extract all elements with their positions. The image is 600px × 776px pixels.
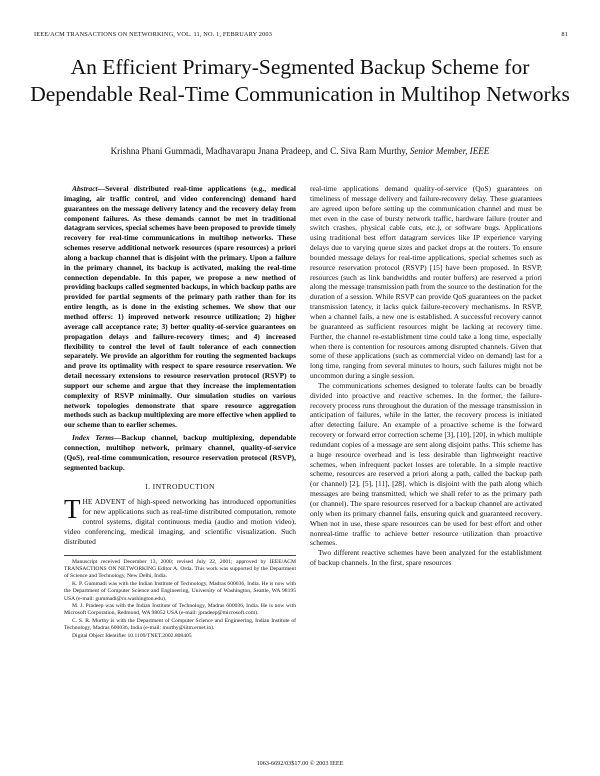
page-number: 81 (561, 31, 568, 38)
author-names: Krishna Phani Gummadi, Madhavarapu Jnana Pradeep, and C. Siva Ram Murthy, (110, 146, 408, 156)
footnote-manuscript: Manuscript received December 13, 2000; revised July 22, 2001; approved by IEEE/ACM TRANSACTIONS ON NETWORKING Editor A. Orda. This work was supported by the Department of Science and Technology, New Delhi, India. (64, 558, 296, 580)
right-column (310, 184, 542, 568)
footnote-doi: Digital Object Identifier 10.1109/TNET.2002.808405 (72, 632, 192, 639)
section-heading: I. INTRODUCTION (145, 482, 215, 492)
author-line (20, 146, 580, 156)
index-terms-label: Index Terms— (72, 433, 122, 443)
intro-text: HE ADVENT of high-speed networking has introduced opportunities for new applications such as real-time distributed computation, remote control systems, digital continuous media (audio and motion video), video conferencing, medical imaging, and scientific visualization. Such distributed (64, 497, 296, 546)
index-terms-text: Backup channel, backup multiplexing, dependable connection, multihop network, primary channel, quality-of-service (QoS), real-time communication, resource reservation protocol (RSVP), segmented backup. (64, 433, 296, 472)
abstract (64, 184, 296, 430)
author-suffix: Senior Member, IEEE (409, 146, 490, 156)
body-paragraph-2: The communications schemes designed to tolerate faults can be broadly divided into proactive and reactive schemes. In the former, the failure-recovery process runs throughout the duration of the message transmission in anticipation of failures, while in the latter, the recovery process is initiated after detecting failure. An example of a proactive scheme is the forward recovery or forward error correction scheme [3], [10], [20], in which multiple redundant copies of a message are sent along disjoint paths. This scheme has a huge resource overhead and is less desirable than lightweight reactive schemes, when infrequent packet losses are tolerable. In a simple reactive scheme, resources are reserved a priori along a path, called the backup path (or channel) [2], [5], [11], [28], which is disjoint with the path along which messages are being transmitted, which we shall refer to as the primary path (or channel). The spare resources reserved for a backup channel are activated only when its primary channel fails, ensuring quick and guaranteed recovery. When not in use, these spare resources can be used for best effort and other nonreal-time traffic to achieve better resource utilization than proactive schemes. (310, 380, 542, 548)
body-paragraph-3: Two different reactive schemes have been analyzed for the establishment of backup channels. In the first, spare resources (310, 548, 542, 568)
running-header (34, 31, 568, 38)
abstract-text: Several distributed real-time applications (e.g., medical imaging, air traffic control, and video conferencing) demand hard guarantees on the message delivery latency and the recovery delay from component failures. As these demands cannot be met in traditional datagram services, special schemes have been proposed to provide timely recovery for real-time communications in multihop networks. These schemes reserve additional network resources (spare resources) a priori along a backup channel that is disjoint with the primary. Upon a failure in the primary channel, its backup is activated, making the real-time connection dependable. In this paper, we propose a new method of providing backups called segmented backups, in which backup paths are provided for partial segments of the primary path rather than for its entire length, as is done in the existing schemes. We show that our method offers: 1) improved network resource utilization; 2) higher average call acceptance rate; 3) better quality-of-service guarantees on propagation delays and failure-recovery times; and 4) increased flexibility to control the level of fault tolerance of each connection separately. We provide an algorithm for routing the segmented backups and prove its optimality with respect to spare resource reservation. We detail necessary extensions to resource reservation protocol (RSVP) to support our scheme and argue that they increase the implementation complexity of RSVP minimally. Our simulation studies on various network topologies demonstrate that spare resource aggregation methods such as backup multiplexing are more effective when applied to our scheme than to earlier schemes. (64, 184, 296, 430)
abstract-label: Abstract— (72, 184, 106, 193)
body-paragraph-1: real-time applications demand quality-of-service (QoS) guarantees on timeliness of message delivery and failure-recovery delay. These guarantees are agreed upon before setting up the communication channel and must be met even in the case of bursty network traffic, hardware failure (router and switch crashes, physical cable cuts, etc.), or software bugs. Applications using traditional best effort datagram services like IP experience varying delays due to varying queue sizes and packet drops at the routers. To ensure bounded message delays for real-time applications, special schemes such as resource reservation protocol (RSVP) [15] have been proposed. In RSVP, resources (such as link bandwidths and router buffers) are reserved a priori along the message transmission path from the source to the destination for the duration of a session. While RSVP can provide QoS guarantees on the packet transmission latency, it lacks quick failure-recovery mechanisms. In RSVP, when a channel fails, a new one is established. A successful recovery cannot be guaranteed as sufficient resources might be lacking at recovery time. Further, the channel re-establishment time could take a long time, especially when there is contention for resources among disrupted channels. Given that some of these applications (such as commercial video on demand) last for a long time, ranging from several minutes to hours, such failures might not be uncommon during a single session. (310, 184, 542, 381)
journal-header: IEEE/ACM TRANSACTIONS ON NETWORKING, VOL. 11, NO. 1, FEBRUARY 2003 (34, 31, 272, 38)
drop-cap: T (64, 494, 81, 525)
footnote-murthy: C. S. R. Murthy is with the Department of Computer Science and Engineering, Indian Institute of Technology, Madras 600036, India (e-mail: murthy@iitm.ernet.in). (64, 617, 296, 632)
intro-paragraph (64, 494, 296, 546)
copyright-footer: 1063-6692/03$17.00 © 2003 IEEE (256, 760, 344, 767)
footnote-gummadi: K. P. Gummadi was with the Indian Institute of Technology, Madras 600036, India. He is now with the Department of Computer Science and Engineering, University of Washington, Seattle, WA 98195 USA (e-mail: gummadi@cs.washington.edu). (64, 580, 296, 602)
footnote-pradeep: M. J. Pradeep was with the Indian Institute of Technology, Madras 600036, India. He is now with Microsoft Corporation, Redmond, WA 98052 USA (e-mail: jpradeep@microsoft.com). (64, 602, 296, 617)
index-terms (64, 433, 296, 472)
footnotes (64, 555, 296, 640)
left-column (64, 184, 296, 640)
paper-title: An Efficient Primary-Segmented Backup Scheme for Dependable Real-Time Communication in Multihop Networks (30, 55, 570, 106)
